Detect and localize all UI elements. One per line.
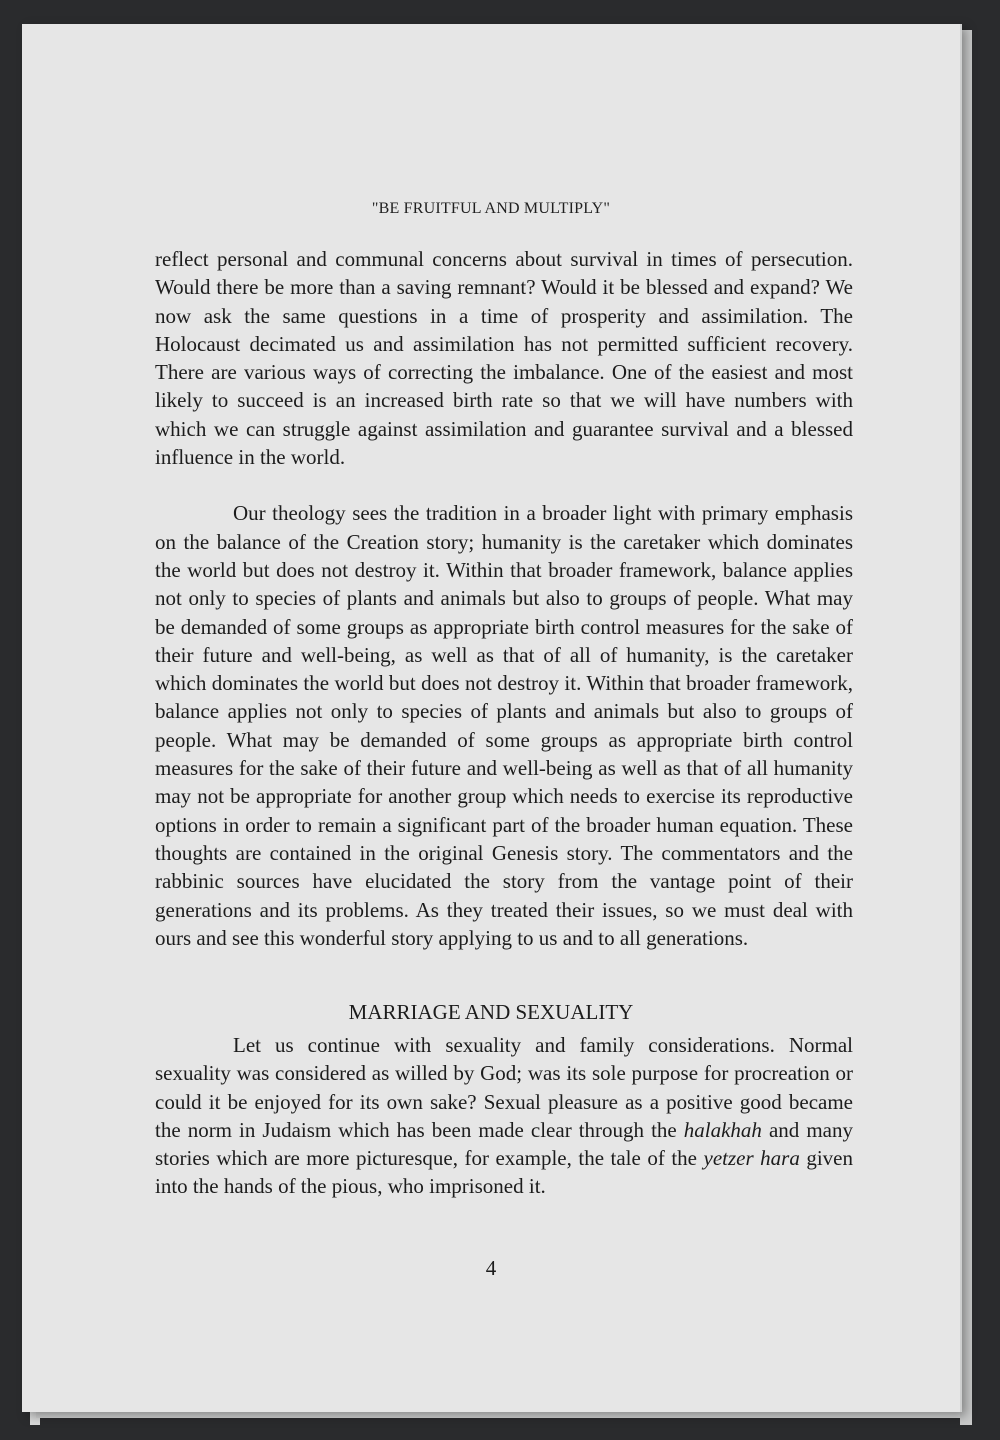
page-number: 4 bbox=[485, 1256, 497, 1280]
running-head: "BE FRUITFUL AND MULTIPLY" bbox=[371, 200, 611, 217]
paragraph-1: reflect personal and communal concerns about survival in times of persecution. Would there be more than a saving remnant? Would it be blessed and expand? We now ask the same questions in a time of prosperity and assimilation. The Holocaust decimated us and assimilation has not permitted sufficient recovery. There are various ways of correcting the imbalance. One of the easiest and most likely to succeed is an increased birth rate so that we will have numbers with which we can struggle against assimilation and guarantee survival and a blessed influence in the world. bbox=[155, 247, 853, 470]
halakhah-term: halakhah bbox=[683, 1117, 762, 1142]
book-page bbox=[22, 24, 960, 1412]
paragraph-3-text-2: and many stories which are more picturesque, for example, the tale of the bbox=[155, 1117, 853, 1171]
section-heading: MARRIAGE AND SEXUALITY bbox=[348, 1000, 634, 1024]
right-page-edge bbox=[960, 30, 972, 1425]
paragraph-3-text-1: Let us continue with sexuality and family considerations. Normal sexuality was considered as willed by God; was its sole purpose for procreation or could it be enjoyed for its own sake? Sexual pleasure as a positive good became the norm in Judaism which has been made clear through the bbox=[155, 1033, 853, 1142]
paragraph-3 bbox=[155, 1031, 853, 1201]
paragraph-3-text-3: given into the hands of the pious, who imprisoned it. bbox=[155, 1146, 854, 1199]
paragraph-2: Our theology sees the tradition in a broader light with primary emphasis on the balance of the Creation story; humanity is the caretaker which dominates the world but does not destroy it. Within that broader framework, balance applies not only to species of plants and animals but also to groups of people. What may be demanded of some groups as appropriate birth control measures for the sake of their future and well-being, as well as that of all of humanity, is the caretaker which dominates the world but does not destroy it. Within that broader framework, balance applies not only to species of plants and animals but also to groups of people. What may be demanded of some groups as appropriate birth control measures for the sake of their future and well-being as well as that of all humanity may not be appropriate for another group which needs to exercise its reproductive options in order to remain a significant part of the broader human equation. These thoughts are contained in the original Genesis story. The commentators and the rabbinic sources have elucidated the story from the vantage point of their generations and its problems. As they treated their issues, so we must deal with ours and see this wonderful story applying to us and to all generations. bbox=[155, 501, 853, 950]
yetzer-hara-term: yetzer hara bbox=[703, 1146, 800, 1171]
body-text-top bbox=[155, 245, 853, 952]
body-text-bottom bbox=[155, 1031, 853, 1201]
